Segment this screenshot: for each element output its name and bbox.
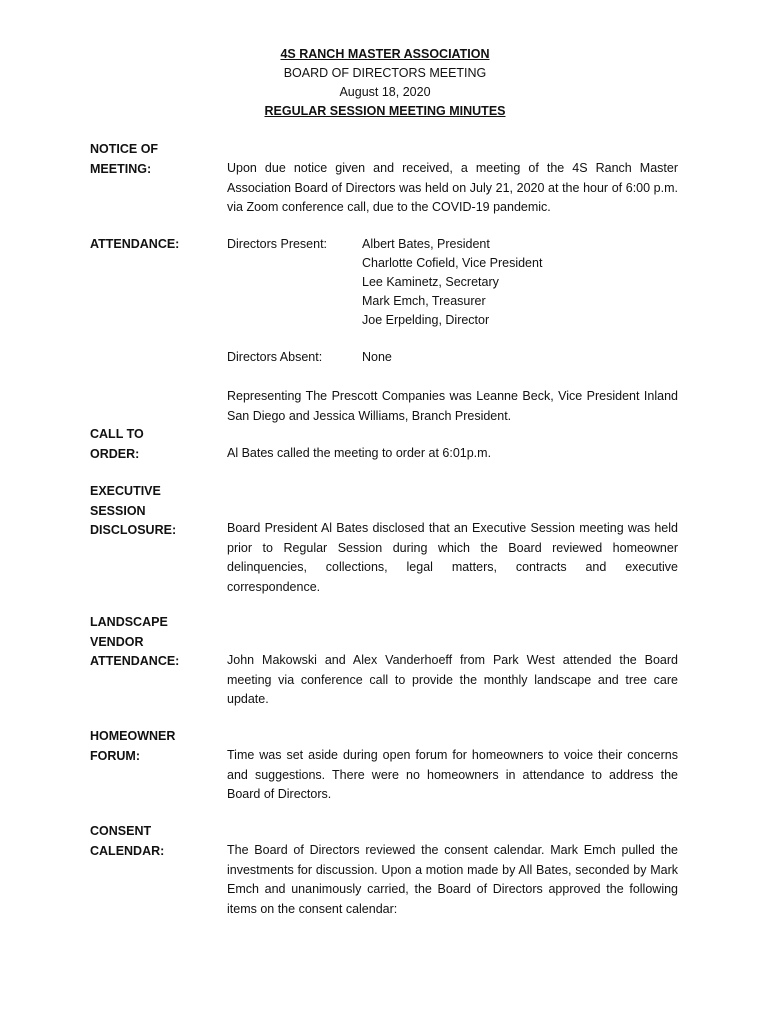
executive-label-line: SESSION [90, 503, 146, 518]
notice-text: Upon due notice given and received, a meeting of the 4S Ranch Master Association Board of Directors was held on July 21, 2020 at the hour of 6:00 p.m. via Zoom conference call, due to the COVID-19 pandemic. [227, 161, 678, 214]
directors-present-list [362, 235, 542, 330]
landscape-text: John Makowski and Alex Vanderhoeff from Park West attended the Board meeting via conference call to provide the monthly landscape and tree care update. [227, 653, 678, 706]
director-name: Charlotte Cofield, Vice President [362, 256, 543, 270]
call-to-order-text: Al Bates called the meeting to order at 6:01p.m. [227, 446, 492, 460]
landscape-label-line: ATTENDANCE: [90, 654, 180, 668]
forum-label-line: HOMEOWNER [90, 729, 176, 743]
consent-text: The Board of Directors reviewed the consent calendar. Mark Emch pulled the investments for discussion. Upon a motion made by All Bates, seconded by Mark Emch and unanimously carried, the Board of Directors approved the following items on the consent calendar: [227, 843, 678, 916]
consent-label-line: CALENDAR: [90, 843, 165, 858]
call-label-line: ORDER: [90, 446, 140, 461]
forum-label [90, 727, 215, 766]
call-label-line: CALL TO [90, 427, 144, 441]
call-to-order-label [90, 425, 215, 464]
attendance-label-line: ATTENDANCE: [90, 237, 180, 251]
executive-label-line: DISCLOSURE: [90, 523, 177, 537]
notice-label-line: MEETING: [90, 161, 152, 176]
org-name: 4S RANCH MASTER ASSOCIATION [280, 47, 490, 61]
meeting-date: August 18, 2020 [339, 85, 431, 99]
directors-absent-value: None [362, 350, 392, 364]
landscape-label [90, 613, 215, 672]
landscape-label-line: LANDSCAPE [90, 615, 168, 629]
director-name: Lee Kaminetz, Secretary [362, 275, 499, 289]
notice-label [90, 140, 215, 179]
representing-text: Representing The Prescott Companies was Leanne Beck, Vice President Inland San Diego and Jessica Williams, Branch President. [227, 389, 678, 423]
forum-label-line: FORUM: [90, 748, 140, 763]
consent-label-line: CONSENT [90, 824, 152, 838]
director-name: Joe Erpelding, Director [362, 313, 490, 327]
minutes-title: REGULAR SESSION MEETING MINUTES [264, 104, 506, 118]
executive-label-line: EXECUTIVE [90, 484, 161, 498]
directors-absent-label: Directors Absent: [227, 350, 323, 364]
meeting-title: BOARD OF DIRECTORS MEETING [283, 66, 487, 80]
directors-present-label: Directors Present: [227, 237, 328, 251]
director-name: Albert Bates, President [362, 237, 490, 251]
landscape-label-line: VENDOR [90, 634, 144, 649]
executive-label [90, 482, 215, 541]
notice-label-line: NOTICE OF [90, 142, 159, 156]
director-name: Mark Emch, Treasurer [362, 294, 486, 308]
executive-text: Board President Al Bates disclosed that an Executive Session meeting was held prior to Regular Session during which the Board reviewed homeowner delinquencies, collections, legal matters, contracts and executive correspondence. [227, 521, 678, 594]
consent-label [90, 822, 215, 861]
attendance-label [90, 235, 215, 255]
forum-text: Time was set aside during open forum for homeowners to voice their concerns and suggestions. There were no homeowners in attendance to address the Board of Directors. [227, 748, 678, 801]
